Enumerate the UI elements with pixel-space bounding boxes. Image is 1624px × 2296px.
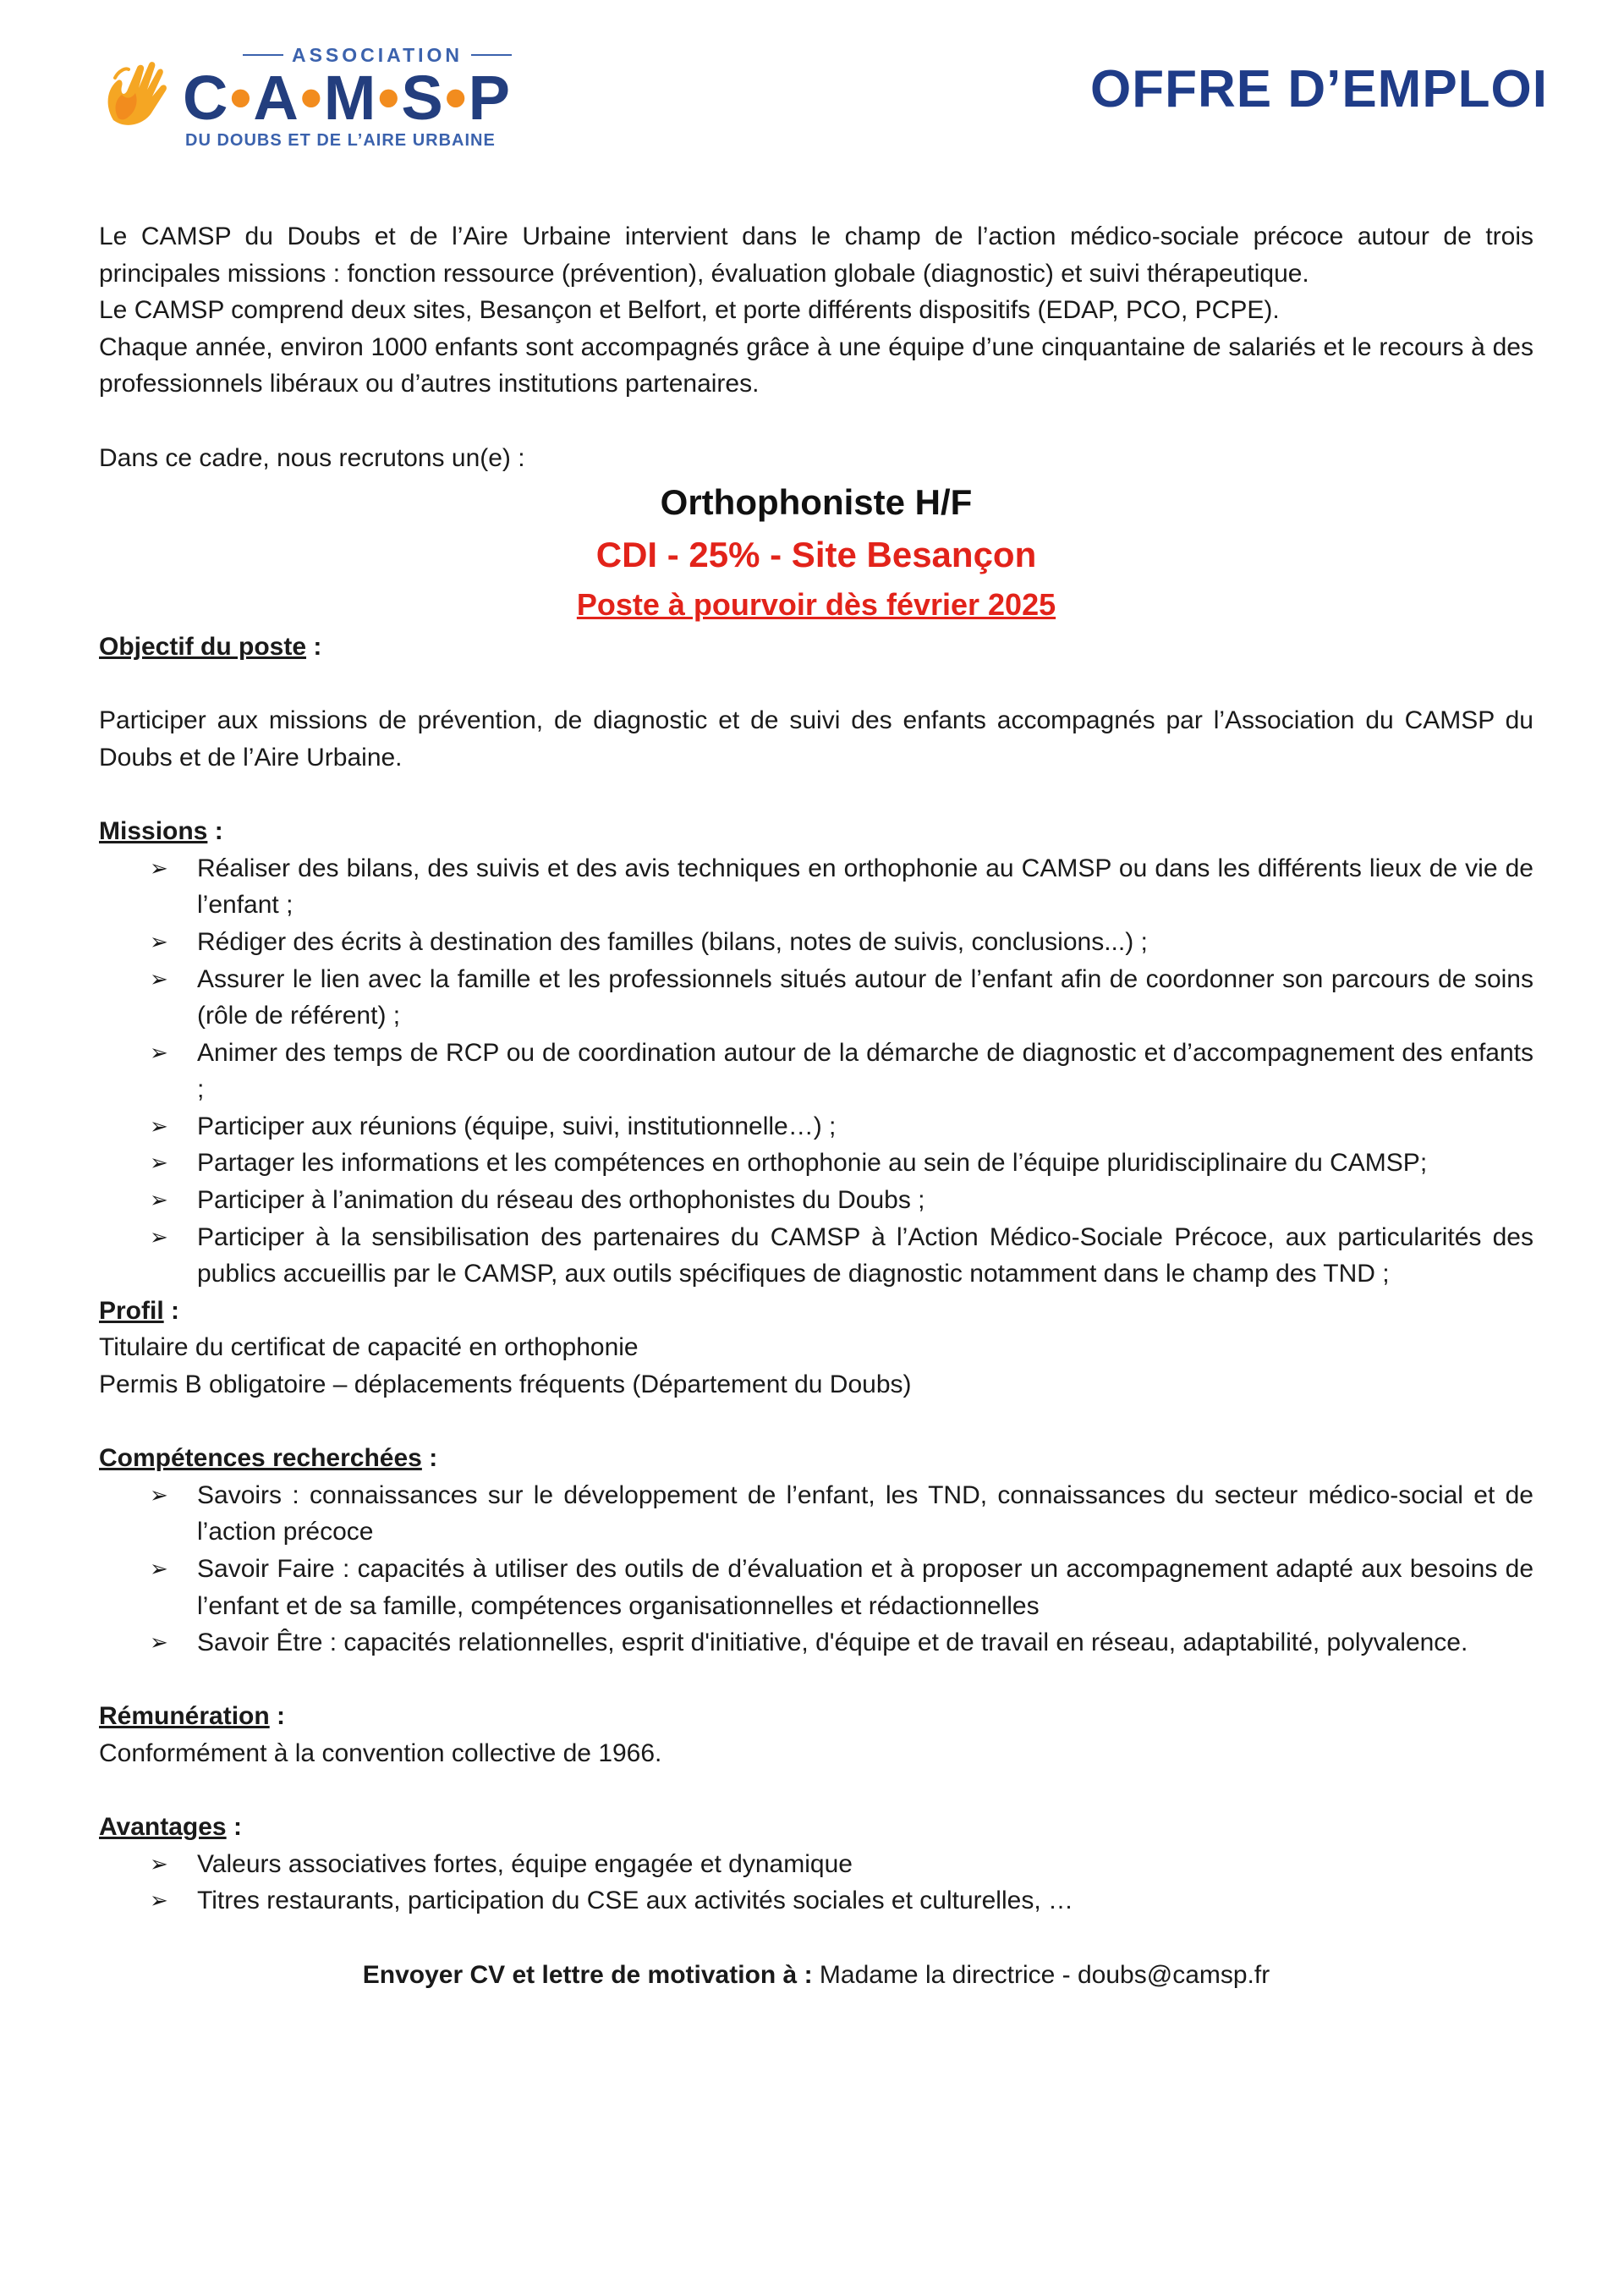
list-item-text: Rédiger des écrits à destination des familles (bilans, notes de suivis, conclusions...) ; xyxy=(197,927,1148,956)
salary-text: Conformément à la convention collective de 1966. xyxy=(99,1738,662,1767)
skills-list xyxy=(99,1477,1533,1662)
section-heading-skills xyxy=(99,1440,1533,1477)
section-heading-label: Missions xyxy=(99,817,208,846)
list-item xyxy=(99,1108,1533,1145)
list-item xyxy=(99,1477,1533,1551)
list-item-text: Savoir Être : capacités relationnelles, esprit d'initiative, d'équipe et de travail en réseau, adaptabilité, polyvalence. xyxy=(197,1629,1468,1657)
logo-dot: • xyxy=(299,63,324,133)
section-heading-colon: : xyxy=(207,817,223,846)
logo-dot: • xyxy=(377,63,402,133)
list-item xyxy=(99,1145,1533,1182)
arrow-bullet-icon: ➢ xyxy=(150,928,168,954)
camsp-logo xyxy=(98,43,538,150)
list-item-text: Savoirs : connaissances sur le développement de l’enfant, les TND, connaissances du secteur médico-social et de l’action précoce xyxy=(197,1480,1533,1546)
list-item xyxy=(99,1882,1533,1920)
intro-paragraph: Chaque année, environ 1000 enfants sont accompagnés grâce à une équipe d’une cinquantaine de salariés et le recours à des professionnels libéraux ou d’autres institutions partenaires. xyxy=(99,332,1533,398)
contact-line xyxy=(99,1957,1533,1994)
list-item-text: Participer à la sensibilisation des partenaires du CAMSP à l’Action Médico-Sociale Précoce, aux particularités des publics accueillis par le CAMSP, aux outils spécifiques de diagnostic notamment dans le champ des TND ; xyxy=(197,1222,1533,1288)
job-title: Orthophoniste H/F xyxy=(660,482,973,523)
section-heading-label: Objectif du poste xyxy=(99,633,307,662)
document-type-heading: OFFRE D’EMPLOI xyxy=(1090,60,1548,118)
arrow-bullet-icon: ➢ xyxy=(150,1223,168,1250)
logo-letter: C xyxy=(183,63,230,133)
logo-wordmark xyxy=(183,64,512,132)
job-contract: CDI - 25% - Site Besançon xyxy=(595,535,1037,575)
section-heading-label: Compétences recherchées xyxy=(99,1444,422,1473)
objective-text: Participer aux missions de prévention, de diagnostic et de suivi des enfants accompagnés par l’Association du CAMSP du Doubs et de l’Aire Urbaine. xyxy=(99,706,1533,772)
list-item xyxy=(99,1551,1533,1624)
section-heading-label: Profil xyxy=(99,1296,164,1325)
section-heading-label: Rémunération xyxy=(99,1702,270,1731)
logo-association-text: ASSOCIATION xyxy=(225,46,529,64)
section-heading-objective xyxy=(99,629,1533,666)
section-heading-colon: : xyxy=(269,1702,286,1731)
benefits-list xyxy=(99,1846,1533,1920)
arrow-bullet-icon: ➢ xyxy=(150,854,168,881)
section-heading-missions xyxy=(99,813,1533,850)
list-item-text: Savoir Faire : capacités à utiliser des outils de d’évaluation et à proposer un accompagnement adapté aux besoins de l’enfant et de sa famille, compétences organisationnelles et rédactionnelles xyxy=(197,1555,1533,1620)
missions-list xyxy=(99,850,1533,1293)
list-item-text: Participer à l’animation du réseau des orthophonistes du Doubs ; xyxy=(197,1186,925,1215)
logo-letter: P xyxy=(468,63,512,133)
intro-paragraph: Le CAMSP comprend deux sites, Besançon et Belfort, et porte différents dispositifs (EDAP, PCO, PCPE). xyxy=(99,296,1280,325)
list-item-text: Participer aux réunions (équipe, suivi, institutionnelle…) ; xyxy=(197,1112,837,1140)
list-item-text: Partager les informations et les compétences en orthophonie au sein de l’équipe pluridisciplinaire du CAMSP; xyxy=(197,1149,1428,1178)
logo-dot: • xyxy=(444,63,469,133)
profile-line: Titulaire du certificat de capacité en orthophonie xyxy=(99,1333,639,1362)
arrow-bullet-icon: ➢ xyxy=(150,1556,168,1581)
section-heading-colon: : xyxy=(226,1813,242,1842)
list-item-text: Titres restaurants, participation du CSE aux activités sociales et culturelles, … xyxy=(197,1887,1073,1915)
list-item-text: Animer des temps de RCP ou de coordination autour de la démarche de diagnostic et d’accompagnement des enfants ; xyxy=(197,1038,1533,1104)
arrow-bullet-icon: ➢ xyxy=(150,965,168,991)
arrow-bullet-icon: ➢ xyxy=(150,1887,168,1914)
contact-label: Envoyer CV et lettre de motivation à : xyxy=(362,1960,813,1989)
intro-paragraph: Le CAMSP du Doubs et de l’Aire Urbaine intervient dans le champ de l’action médico-sociale précoce autour de trois principales missions : fonction ressource (prévention), évaluation globale (diagnostic) et suivi thérapeutique. xyxy=(99,222,1533,288)
section-heading-benefits xyxy=(99,1809,1533,1846)
list-item xyxy=(99,1624,1533,1662)
document-body xyxy=(99,218,1533,1993)
job-start-date: Poste à pourvoir dès février 2025 xyxy=(576,587,1056,623)
arrow-bullet-icon: ➢ xyxy=(150,1481,168,1508)
list-item-text: Valeurs associatives fortes, équipe engagée et dynamique xyxy=(197,1849,853,1878)
logo-letter: M xyxy=(323,63,378,133)
arrow-bullet-icon: ➢ xyxy=(150,1039,168,1065)
recruit-line: Dans ce cadre, nous recrutons un(e) : xyxy=(99,443,525,472)
list-item xyxy=(99,924,1533,961)
section-heading-label: Avantages xyxy=(99,1813,227,1842)
section-heading-colon: : xyxy=(306,633,322,662)
arrow-bullet-icon: ➢ xyxy=(150,1629,168,1656)
list-item xyxy=(99,1219,1533,1293)
list-item xyxy=(99,961,1533,1035)
arrow-bullet-icon: ➢ xyxy=(150,1150,168,1176)
list-item-text: Réaliser des bilans, des suivis et des avis techniques en orthophonie au CAMSP ou dans les différents lieux de vie de l’enfant ; xyxy=(197,854,1533,920)
profile-line: Permis B obligatoire – déplacements fréquents (Département du Doubs) xyxy=(99,1370,912,1399)
arrow-bullet-icon: ➢ xyxy=(150,1187,168,1213)
list-item xyxy=(99,1035,1533,1108)
logo-subtitle: DU DOUBS ET DE L’AIRE URBAINE xyxy=(185,131,496,150)
logo-letter: A xyxy=(253,63,300,133)
arrow-bullet-icon: ➢ xyxy=(150,1850,168,1876)
section-heading-colon: : xyxy=(163,1296,179,1325)
hand-logo-icon xyxy=(98,52,183,137)
list-item xyxy=(99,850,1533,924)
logo-letter: S xyxy=(401,63,445,133)
list-item xyxy=(99,1182,1533,1219)
list-item xyxy=(99,1846,1533,1883)
section-heading-salary xyxy=(99,1698,1533,1735)
logo-dot: • xyxy=(229,63,254,133)
list-item-text: Assurer le lien avec la famille et les professionnels situés autour de l’enfant afin de coordonner son parcours de soins (rôle de référent) ; xyxy=(197,964,1533,1030)
section-heading-colon: : xyxy=(421,1444,438,1473)
section-heading-profile xyxy=(99,1293,1533,1330)
contact-details: Madame la directrice - doubs@camsp.fr xyxy=(812,1960,1270,1989)
arrow-bullet-icon: ➢ xyxy=(150,1112,168,1139)
